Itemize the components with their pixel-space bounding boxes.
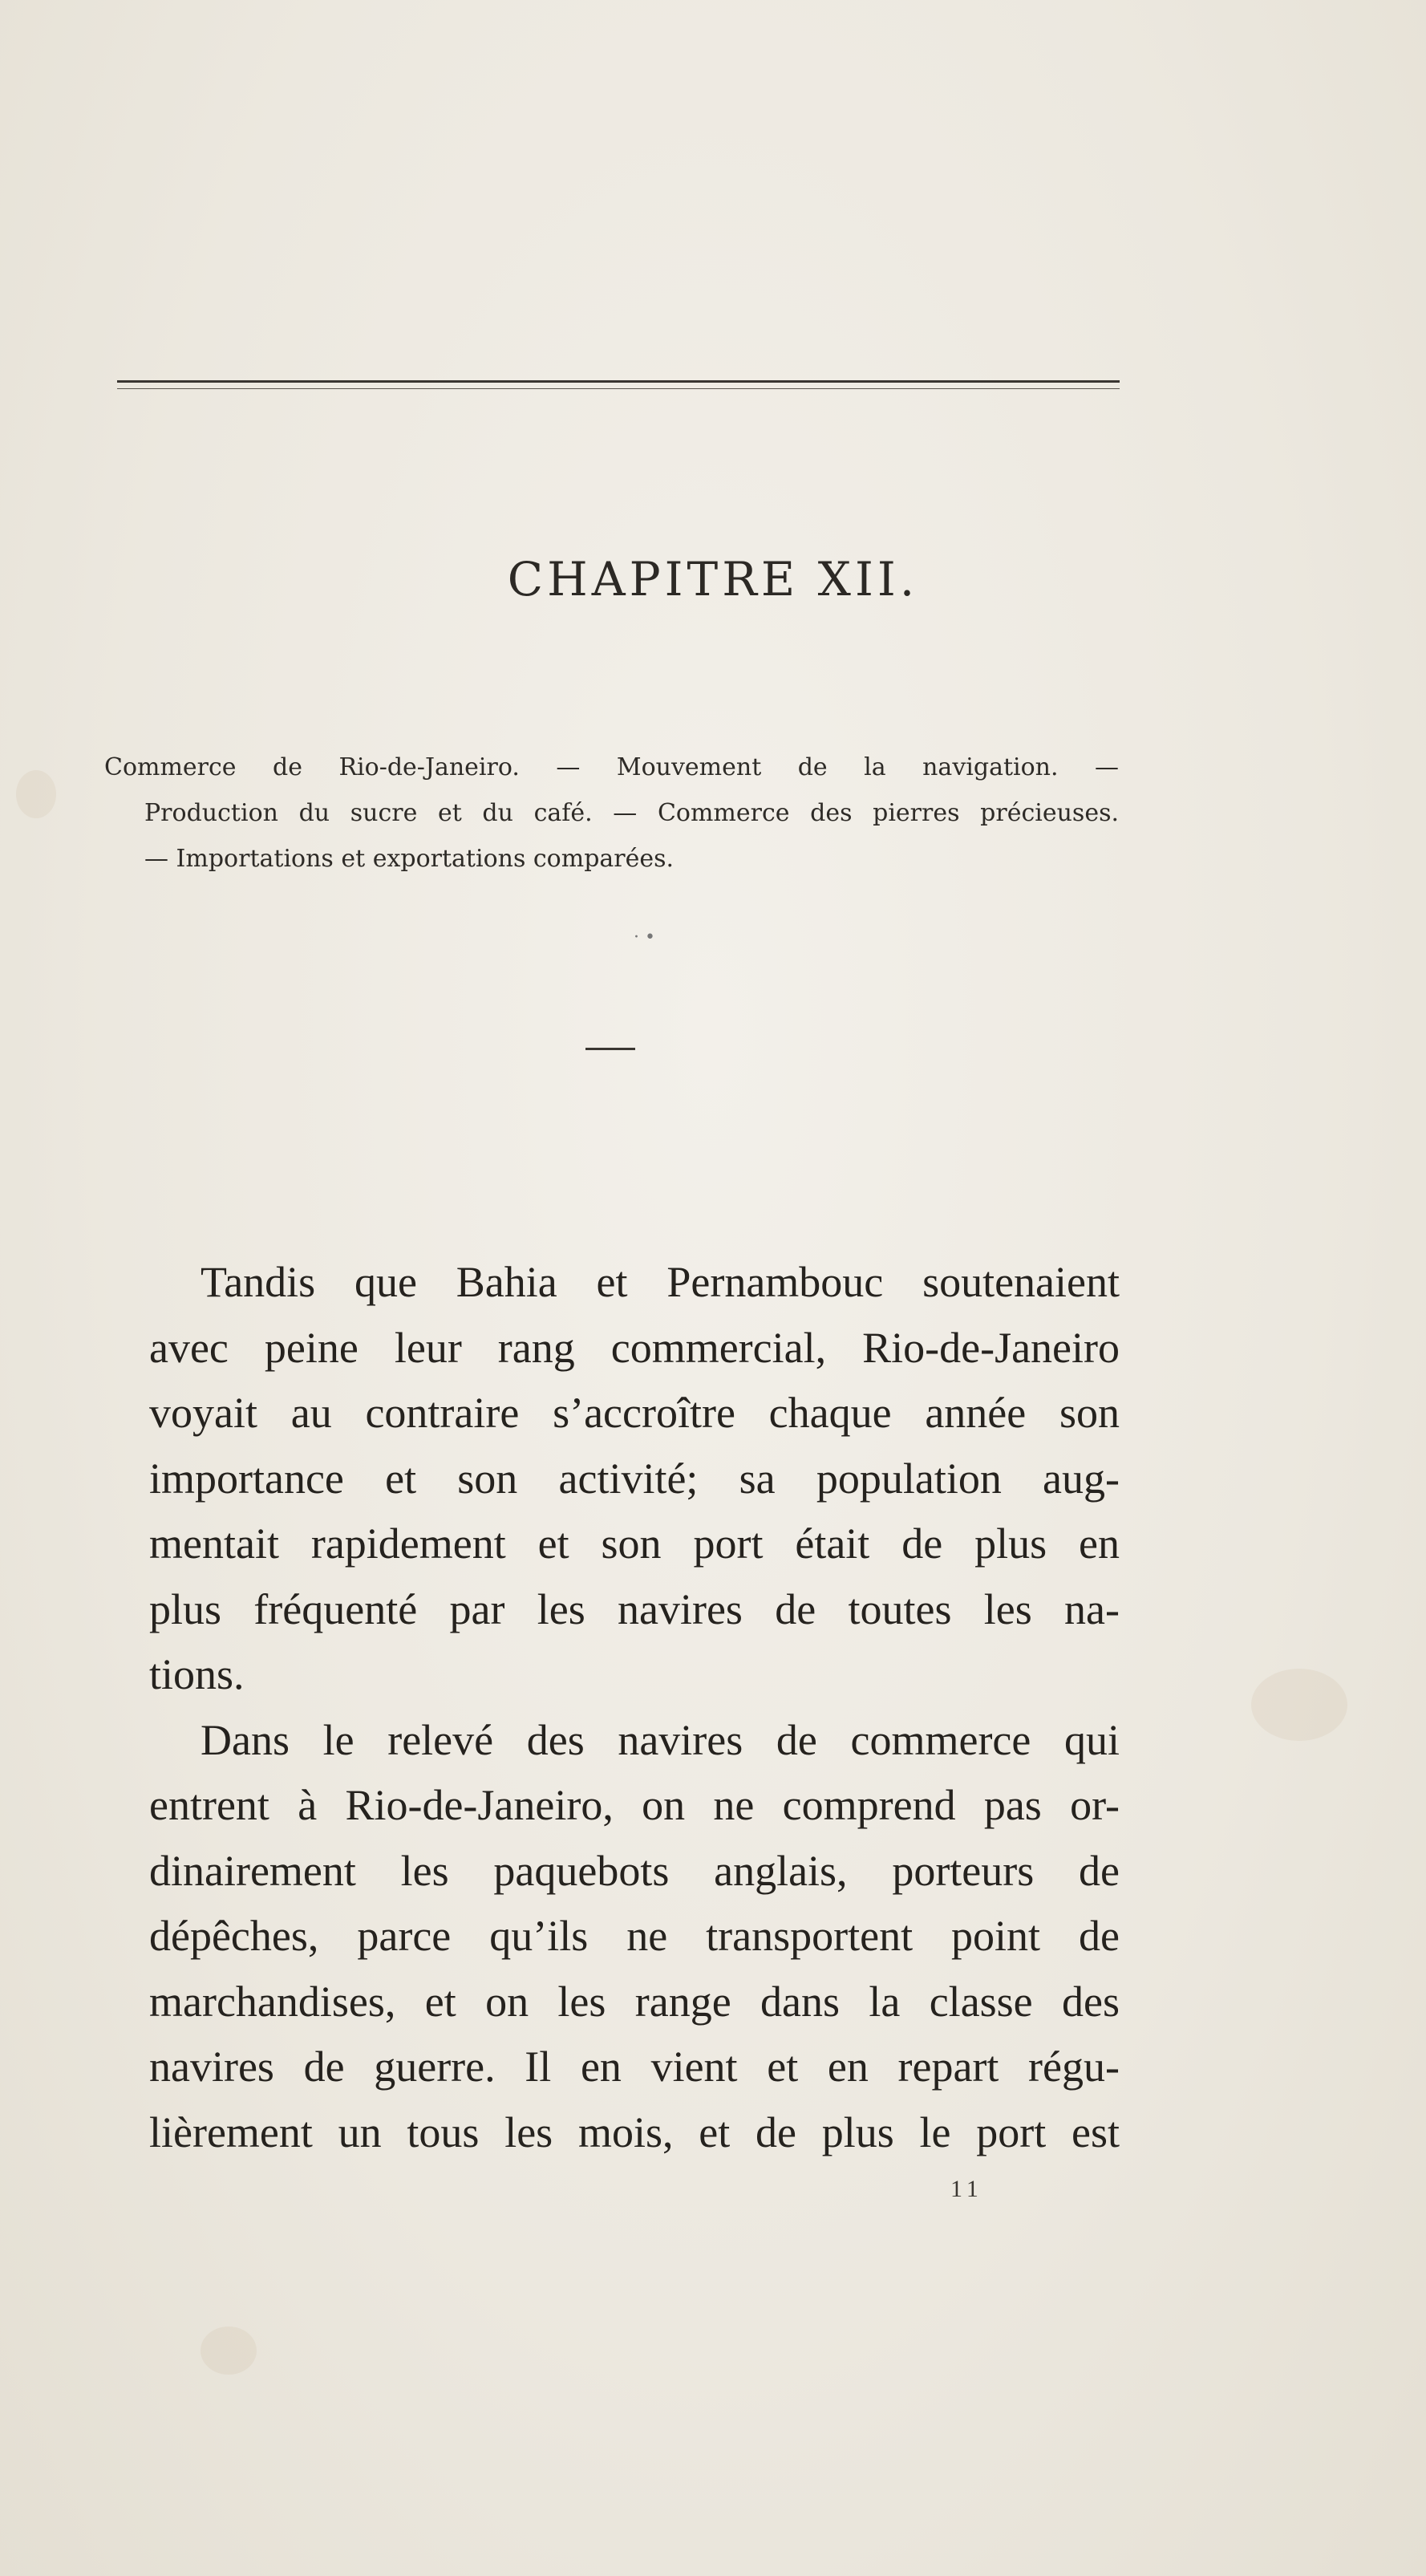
summary-line: Production du sucre et du café. — Commerce des pierres précieuses. [144, 799, 1119, 827]
body-line: dinairement les paquebots anglais, porteurs de [149, 1846, 1120, 1895]
signature-mark: 11 [950, 2176, 983, 2202]
body-line: plus fréquenté par les navires de toutes les na- [149, 1584, 1120, 1633]
body-line: importance et son activité; sa population aug- [149, 1454, 1120, 1503]
body-line: tions. [149, 1650, 245, 1698]
body-line: entrent à Rio-de-Janeiro, on ne comprend pas or- [149, 1781, 1120, 1829]
body-line: marchandises, et on les range dans la classe des [149, 1977, 1120, 2026]
body-line: mentait rapidement et son port était de plus en [149, 1519, 1120, 1568]
body-line: navires de guerre. Il en vient et en repart régu- [149, 2043, 1120, 2091]
body-line: dépêches, parce qu’ils ne transportent point de [149, 1912, 1120, 1960]
paper-stain [16, 770, 56, 818]
summary-line: Commerce de Rio-de-Janeiro. — Mouvement de la navigation. — [104, 753, 1119, 781]
body-line: voyait au contraire s’accroître chaque année son [149, 1389, 1120, 1437]
paper-stain [1251, 1669, 1347, 1741]
section-divider [585, 1048, 635, 1050]
body-line: Tandis que Bahia et Pernambouc soutenaient [201, 1258, 1120, 1306]
ink-dots: · • [634, 927, 655, 947]
body-line: avec peine leur rang commercial, Rio-de-Janeiro [149, 1323, 1120, 1372]
chapter-title: CHAPITRE XII. [507, 552, 919, 606]
body-line: lièrement un tous les mois, et de plus le port est [149, 2107, 1120, 2156]
chapter-summary [104, 744, 1119, 882]
body-line: Dans le relevé des navires de commerce qui [201, 1715, 1120, 1764]
header-rule-thin [117, 388, 1120, 389]
summary-line: — Importations et exportations comparées. [144, 845, 675, 873]
paper-stain [201, 2327, 257, 2375]
body-text [149, 1250, 1120, 2165]
header-rule [117, 380, 1120, 383]
